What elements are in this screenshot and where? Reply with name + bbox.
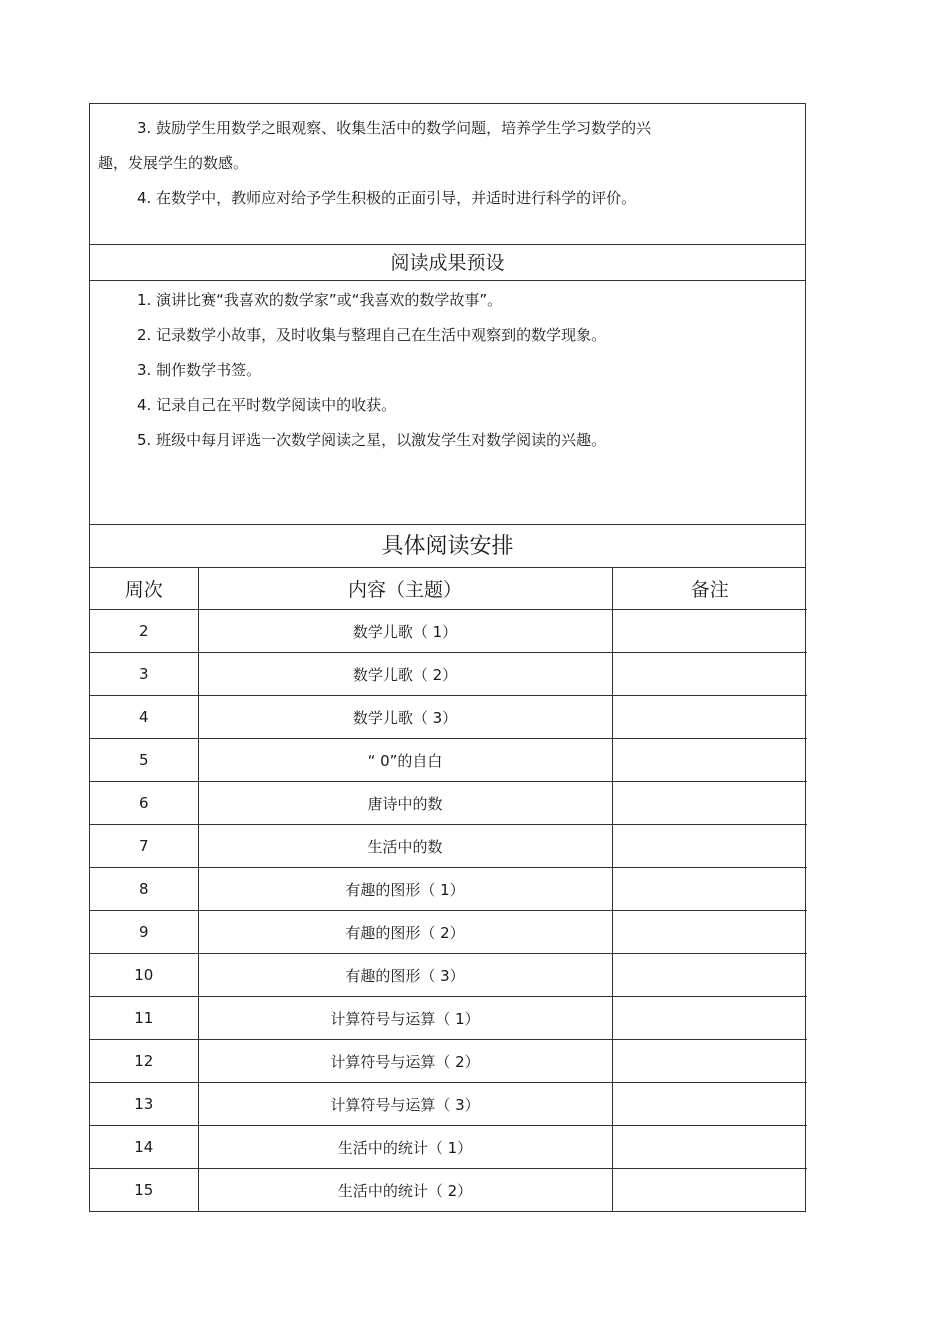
outcome-item: 1. 演讲比赛“我喜欢的数学家”或“我喜欢的数学故事”。	[137, 291, 503, 309]
cell-note	[612, 739, 807, 782]
outcome-item: 3. 制作数学书签。	[137, 361, 262, 379]
cell-content: 有趣的图形（ 3）	[198, 954, 612, 997]
cell-note	[612, 1169, 807, 1212]
goal-item-3-line-2: 趣，发展学生的数感。	[98, 154, 249, 172]
header-content: 内容（主题）	[198, 568, 612, 610]
cell-content: 计算符号与运算（ 2）	[198, 1040, 612, 1083]
table-row	[90, 954, 807, 997]
goal-item-3-line-1: 3. 鼓励学生用数学之眼观察、收集生活中的数学问题，培养学生学习数学的兴	[137, 119, 652, 137]
table-row	[90, 997, 807, 1040]
cell-note	[612, 1126, 807, 1169]
cell-content: 计算符号与运算（ 3）	[198, 1083, 612, 1126]
cell-week: 6	[90, 782, 198, 825]
cell-week: 11	[90, 997, 198, 1040]
cell-content: 生活中的统计（ 1）	[198, 1126, 612, 1169]
cell-content: 生活中的统计（ 2）	[198, 1169, 612, 1212]
outcome-item: 2. 记录数学小故事，及时收集与整理自己在生活中观察到的数学现象。	[137, 326, 607, 344]
table-row	[90, 1169, 807, 1212]
cell-content: 计算符号与运算（ 1）	[198, 997, 612, 1040]
cell-week: 3	[90, 653, 198, 696]
table-row	[90, 1083, 807, 1126]
cell-week: 12	[90, 1040, 198, 1083]
cell-week: 5	[90, 739, 198, 782]
cell-content: 数学儿歌（ 3）	[198, 696, 612, 739]
table-row	[90, 868, 807, 911]
cell-note	[612, 653, 807, 696]
schedule-table	[90, 568, 807, 1211]
table-row	[90, 739, 807, 782]
header-week: 周次	[90, 568, 198, 610]
outcome-item: 5. 班级中每月评选一次数学阅读之星，以激发学生对数学阅读的兴趣。	[137, 431, 607, 449]
header-note: 备注	[612, 568, 807, 610]
goals-section	[90, 104, 805, 245]
cell-note	[612, 782, 807, 825]
cell-week: 4	[90, 696, 198, 739]
cell-content: 唐诗中的数	[198, 782, 612, 825]
cell-note	[612, 1040, 807, 1083]
goal-item-4: 4. 在数学中，教师应对给予学生积极的正面引导，并适时进行科学的评价。	[137, 189, 637, 207]
table-row	[90, 696, 807, 739]
schedule-header-row	[90, 568, 807, 610]
table-row	[90, 782, 807, 825]
cell-note	[612, 954, 807, 997]
cell-note	[612, 997, 807, 1040]
table-row	[90, 825, 807, 868]
schedule-body	[90, 610, 807, 1212]
cell-note	[612, 868, 807, 911]
cell-content: 有趣的图形（ 2）	[198, 911, 612, 954]
cell-content: “ 0”的自白	[198, 739, 612, 782]
outcomes-section	[90, 281, 805, 525]
reading-plan-document	[89, 103, 806, 1212]
cell-week: 10	[90, 954, 198, 997]
cell-note	[612, 911, 807, 954]
table-row	[90, 1040, 807, 1083]
cell-week: 15	[90, 1169, 198, 1212]
cell-content: 有趣的图形（ 1）	[198, 868, 612, 911]
cell-week: 9	[90, 911, 198, 954]
cell-content: 数学儿歌（ 1）	[198, 610, 612, 653]
cell-content: 生活中的数	[198, 825, 612, 868]
outcomes-title: 阅读成果预设	[90, 245, 805, 281]
cell-note	[612, 825, 807, 868]
cell-week: 13	[90, 1083, 198, 1126]
schedule-title: 具体阅读安排	[90, 525, 805, 568]
outcome-item: 4. 记录自己在平时数学阅读中的收获。	[137, 396, 397, 414]
table-row	[90, 610, 807, 653]
cell-week: 7	[90, 825, 198, 868]
cell-week: 14	[90, 1126, 198, 1169]
cell-content: 数学儿歌（ 2）	[198, 653, 612, 696]
cell-week: 2	[90, 610, 198, 653]
cell-note	[612, 1083, 807, 1126]
cell-note	[612, 610, 807, 653]
cell-note	[612, 696, 807, 739]
table-row	[90, 911, 807, 954]
table-row	[90, 653, 807, 696]
cell-week: 8	[90, 868, 198, 911]
table-row	[90, 1126, 807, 1169]
